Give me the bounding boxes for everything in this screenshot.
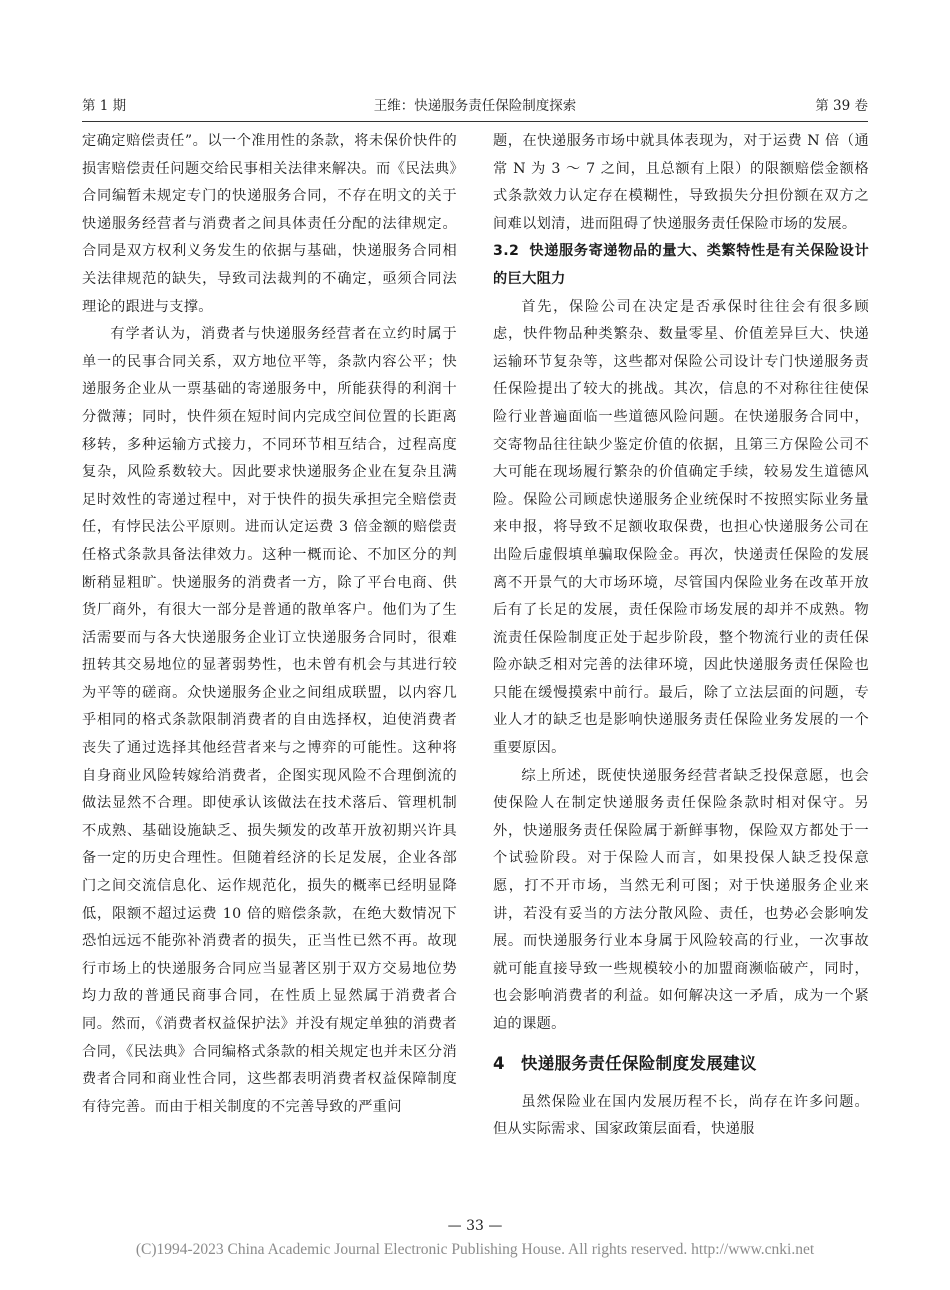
- header-volume: 第 39 卷: [815, 98, 868, 114]
- copyright-watermark: (C)1994-2023 China Academic Journal Electronic Publishing House. All rights reserved. http://www.cnki.net: [135, 1241, 815, 1258]
- section-number: 3.2: [493, 243, 520, 260]
- paragraph: 有学者认为，消费者与快递服务经营者在立约时属于单一的民事合同关系，双方地位平等，条款内容公平；快递服务企业从一票基础的寄递服务中，所能获得的利润十分微薄；同时，快件须在短时间内完成空间位置的长距离移转，多种运输方式接力，不同环节相互结合，过程高度复杂，风险系数较大。因此要求快递服务企业在复杂且满足时效性的寄递过程中，对于快件的损失承担完全赔偿责任，有悖民法公平原则。进而认定运费 3 倍金额的赔偿责任格式条款具备法律效力。这种一概而论、不加区分的判断稍显粗旷。快递服务的消费者一方，除了平台电商、供货厂商外，有很大一部分是普通的散单客户。他们为了生活需要而与各大快递服务企业订立快递服务合同时，很难扭转其交易地位的显著弱势性，也未曾有机会与其进行较为平等的磋商。众快递服务企业之间组成联盟，以内容几乎相同的格式条款限制消费者的自由选择权，迫使消费者丧失了通过选择其他经营者来与之博弈的可能性。这种将自身商业风险转嫁给消费者，企图实现风险不合理倒流的做法显然不合理。即使承认该做法在技术落后、管理机制不成熟、基础设施缺乏、损失频发的改革开放初期兴许具备一定的历史合理性。但随着经济的长足发展，企业各部门之间交流信息化、运作规范化，损失的概率已经明显降低，限额不超过运费 10 倍的赔偿条款，在绝大数情况下恐怕远远不能弥补消费者的损失，正当性已然不再。故现行市场上的快递服务合同应当显著区别于双方交易地位势均力敌的普通民商事合同，在性质上显然属于消费者合同。然而，《消费者权益保护法》并没有规定单独的消费者合同，《民法典》合同编格式条款的相关规定也并未区分消费者合同和商业性合同，这些都表明消费者权益保障制度有待完善。而由于相关制度的不完善导致的严重问: [82, 326, 457, 1115]
- header-rule: [82, 121, 868, 122]
- paragraph: 综上所述，既使快递服务经营者缺乏投保意愿，也会使保险人在制定快递服务责任保险条款时相对保守。另外，快递服务责任保险属于新鲜事物，保险双方都处于一个试验阶段。对于保险人而言，如果投保人缺乏投保意愿，打不开市场，当然无利可图；对于快递服务企业来讲，若没有妥当的方法分散风险、责任，也势必会影响发展。而快递服务行业本身属于风险较高的行业，一次事故就可能直接导致一些规模较小的加盟商濒临破产，同时，也会影响消费者的利益。如何解决这一矛盾，成为一个紧迫的课题。: [493, 767, 869, 1032]
- paragraph: 定确定赔偿责任”。以一个准用性的条款，将未保价快件的损害赔偿责任问题交给民事相关法律来解决。而《民法典》合同编暂未规定专门的快递服务合同，不存在明文的关于快递服务经营者与消费者之间具体责任分配的法律规定。合同是双方权利义务发生的依据与基础，快递服务合同相关法律规范的缺失，导致司法裁判的不确定，亟须合同法理论的跟进与支撑。: [82, 133, 457, 315]
- left-column: [82, 128, 457, 1121]
- section-title: 快递服务责任保险制度发展建议: [520, 1053, 757, 1073]
- section-title: 快递服务寄递物品的量大、类繁特性是有关保险设计的巨大阻力: [493, 243, 869, 287]
- right-column: [493, 128, 869, 1144]
- section-number: 4: [493, 1053, 505, 1073]
- section-heading-3-2: [493, 238, 869, 293]
- paragraph: 首先，保险公司在决定是否承保时往往会有很多顾虑，快件物品种类繁杂、数量零星、价值差异巨大、快递运输环节复杂等，这些都对保险公司设计专门快递服务责任保险提出了较大的挑战。其次，信息的不对称往往使保险行业普遍面临一些道德风险问题。在快递服务合同中，交寄物品往往缺少鉴定价值的依据，且第三方保险公司不大可能在现场履行繁杂的价值确定手续，较易发生道德风险。保险公司顾虑快递服务企业统保时不按照实际业务量来申报，将导致不足额收取保费，也担心快递服务公司在出险后虚假填单骗取保险金。再次，快递责任保险的发展离不开景气的大市场环境，尽管国内保险业务在改革开放后有了长足的发展，责任保险市场发展的却并不成熟。物流责任保险制度正处于起步阶段，整个物流行业的责任保险亦缺乏相对完善的法律环境，因此快递服务责任保险也只能在缓慢摸索中前行。最后，除了立法层面的问题，专业人才的缺乏也是影响快递服务责任保险业务发展的一个重要原因。: [493, 298, 869, 757]
- header-title: 王维：快递服务责任保险制度探索: [373, 98, 577, 114]
- section-heading-4: [493, 1049, 869, 1079]
- paragraph: 虽然保险业在国内发展历程不长，尚存在许多问题。但从实际需求、国家政策层面看，快递服: [493, 1093, 869, 1138]
- paragraph: 题，在快递服务市场中就具体表现为，对于运费 N 倍（通常 N 为 3 ～ 7 之间，且总额有上限）的限额赔偿金额格式条款效力认定存在模糊性，导致损失分担份额在双方之间难以划清，进而阻碍了快递服务责任保险市场的发展。: [493, 133, 869, 232]
- header-issue: 第 1 期: [82, 98, 127, 114]
- running-header: [82, 94, 868, 116]
- page-number: — 33 —: [447, 1218, 503, 1234]
